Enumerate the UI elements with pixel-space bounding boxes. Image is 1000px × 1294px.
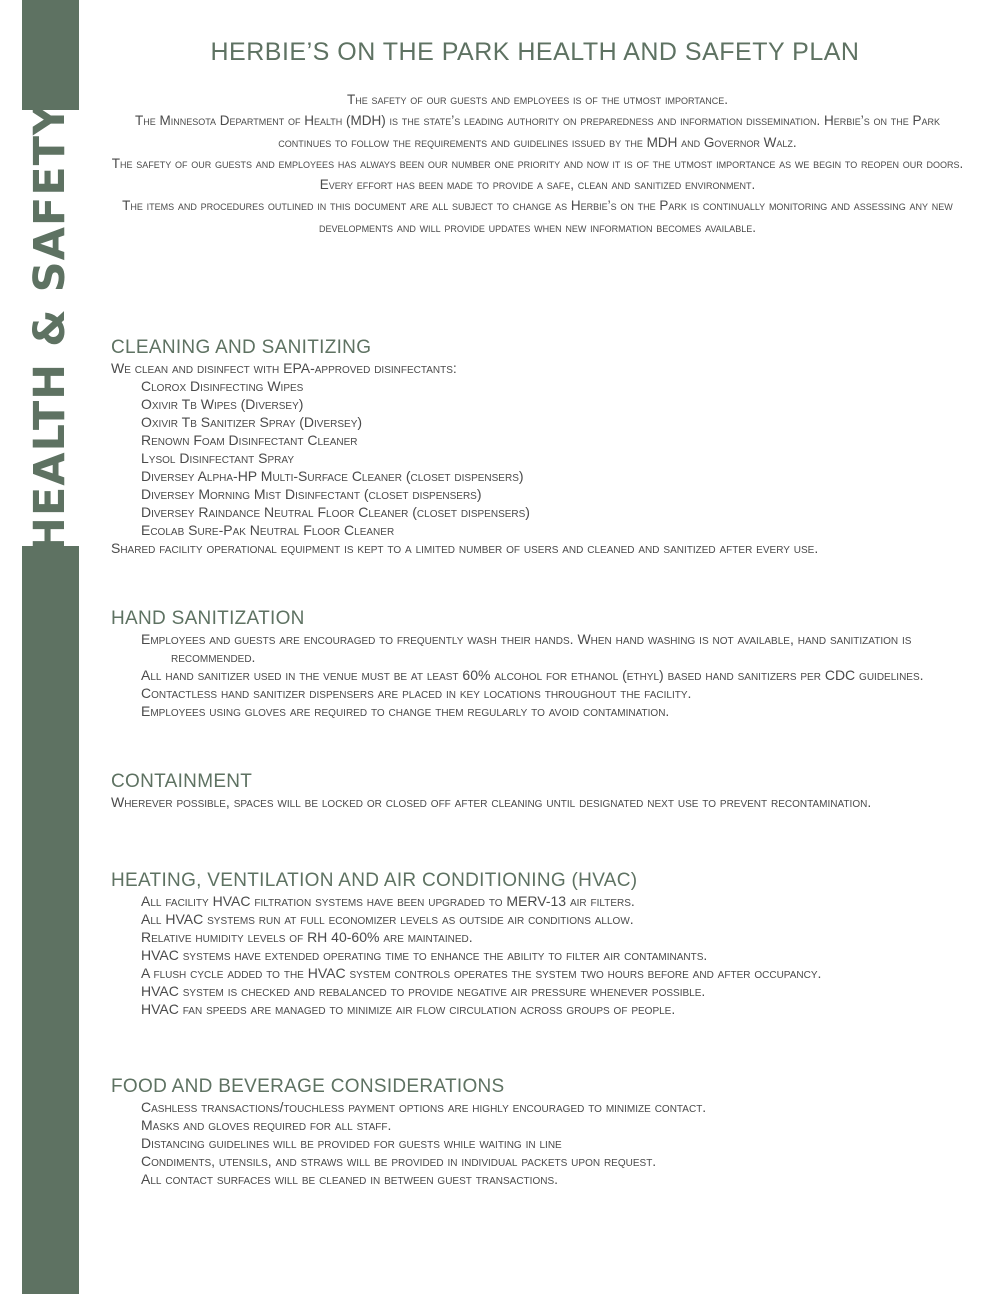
list-item: Oxivir Tb Sanitizer Spray (Diversey) [141,414,363,430]
sidebar-bar-bottom [22,546,79,1294]
list-item: Employees using gloves are required to change them regularly to avoid contamination. [141,703,670,719]
hvac-list [111,892,971,1018]
section-containment [111,771,971,811]
sidebar-vertical-title: HEALTH & SAFETY [25,102,75,554]
list-item: All hand sanitizer used in the venue must be at least 60% alcohol for ethanol (ethyl) based hand sanitizers per CDC guidelines. [141,667,924,683]
list-item: Lysol Disinfectant Spray [141,450,294,466]
section-heading-food: FOOD AND BEVERAGE CONSIDERATIONS [111,1076,505,1097]
intro-paragraph-2: The Minnesota Department of Health (MDH) is the state’s leading authority on preparedness and information dissemination. Herbie’s on the Park continues to follow the requirements and guidelines issued by the MDH and Governor Walz. [134,113,941,150]
sidebar-bar-top [22,0,79,110]
list-item: HVAC systems have extended operating time to enhance the ability to filter air contaminants. [141,947,708,963]
section-food-beverage [111,1076,971,1188]
section-hand-sanitization [111,608,971,720]
list-item: Diversey Raindance Neutral Floor Cleaner (closet dispensers) [141,504,530,520]
intro-paragraph-3: The safety of our guests and employees has always been our number one priority and now it is of the utmost importance as we begin to reopen our doors. Every effort has been made to provide a safe, clean and sanitized environment. [111,155,964,193]
section-heading-containment: CONTAINMENT [111,771,253,792]
list-item: Employees and guests are encouraged to frequently wash their hands. When hand washing is not available, hand sanitization is recommended. [141,631,912,665]
list-item: Condiments, utensils, and straws will be provided in individual packets upon request. [141,1153,657,1169]
section-cleaning [111,337,971,557]
intro-block [110,89,965,238]
disinfectant-list [111,377,971,539]
list-item: All facility HVAC filtration systems have been upgraded to MERV-13 air filters. [141,893,635,909]
list-item: HVAC system is checked and rebalanced to provide negative air pressure whenever possible. [141,983,706,999]
list-item: A flush cycle added to the HVAC system controls operates the system two hours before and after occupancy. [141,965,822,981]
hand-list [111,630,971,720]
section-heading-hvac: HEATING, VENTILATION AND AIR CONDITIONING (HVAC) [111,870,638,891]
list-item: HVAC fan speeds are managed to minimize air flow circulation across groups of people. [141,1001,676,1017]
food-list [111,1098,971,1188]
list-item: Ecolab Sure-Pak Neutral Floor Cleaner [141,522,395,538]
section-heading-cleaning: CLEANING AND SANITIZING [111,337,372,358]
containment-text: Wherever possible, spaces will be locked or closed off after cleaning until designated next use to prevent recontamination. [111,794,872,810]
intro-paragraph-4: The items and procedures outlined in this document are all subject to change as Herbie’s on the Park is continually monitoring and assessing any new developments and will provide updates when new information becomes available. [122,198,953,235]
list-item: Distancing guidelines will be provided for guests while waiting in line [141,1135,562,1151]
section-hvac [111,870,971,1018]
intro-paragraph-1: The safety of our guests and employees is of the utmost importance. [347,92,728,107]
cleaning-intro: We clean and disinfect with EPA-approved disinfectants: [111,360,457,376]
list-item: Diversey Alpha-HP Multi-Surface Cleaner (closet dispensers) [141,468,524,484]
list-item: Oxivir Tb Wipes (Diversey) [141,396,304,412]
list-item: All contact surfaces will be cleaned in between guest transactions. [141,1171,558,1187]
list-item: Clorox Disinfecting Wipes [141,378,304,394]
page-title: HERBIE’S ON THE PARK HEALTH AND SAFETY PLAN [210,38,860,66]
cleaning-note: Shared facility operational equipment is kept to a limited number of users and cleaned and sanitized after every use. [111,540,819,556]
list-item: Relative humidity levels of RH 40-60% are maintained. [141,929,473,945]
list-item: All HVAC systems run at full economizer levels as outside air conditions allow. [141,911,634,927]
list-item: Contactless hand sanitizer dispensers are placed in key locations throughout the facility. [141,685,692,701]
list-item: Cashless transactions/touchless payment options are highly encouraged to minimize contact. [141,1099,707,1115]
list-item: Masks and gloves required for all staff. [141,1117,392,1133]
section-heading-hand: HAND SANITIZATION [111,608,305,629]
list-item: Renown Foam Disinfectant Cleaner [141,432,358,448]
list-item: Diversey Morning Mist Disinfectant (closet dispensers) [141,486,482,502]
